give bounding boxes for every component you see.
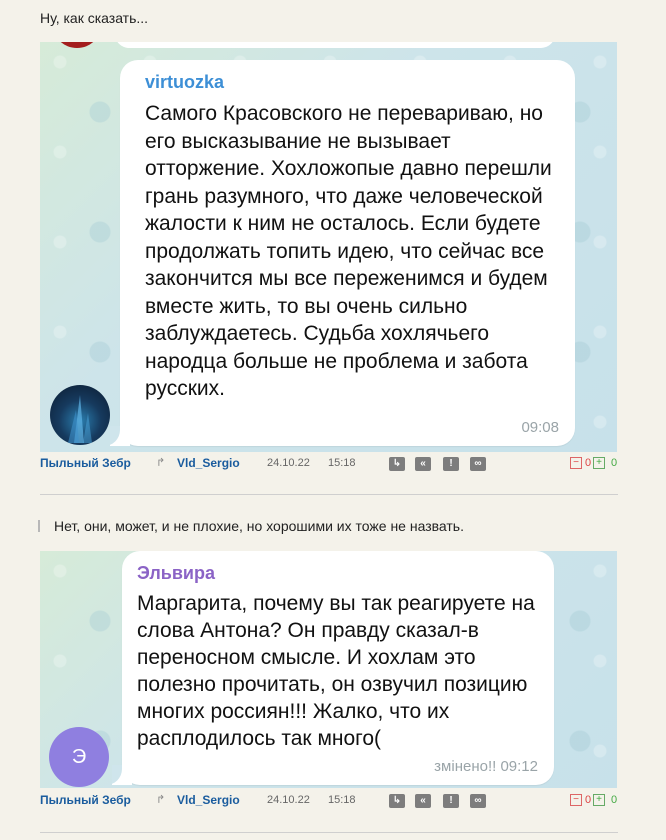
vote-up-count: 0	[611, 457, 618, 469]
vote-down-count: 0	[585, 457, 592, 469]
message-text: Самого Красовского не перевариваю, но его высказывание не вызывает отторжение. Хохложопые давно перешли грань разумного, что даже человеческой жалости к ним не осталось. Если будете продолжать топить идею, что сейчас все закончится мы все переженимся и будем вместе жить, то вы очень сильно заблуждаетесь. Судьба хохлячьего народца больше не проблема и забота русских.	[145, 102, 552, 400]
message-author: Эльвира	[137, 563, 215, 583]
post-meta	[40, 793, 620, 811]
quote-icon[interactable]: «	[415, 794, 431, 808]
report-icon[interactable]: !	[443, 794, 459, 808]
chat-screenshot	[40, 551, 617, 788]
bubble-tail	[110, 426, 130, 446]
reply-to-link[interactable]: Vld_Sergio	[177, 793, 240, 807]
vote-up-icon[interactable]: +	[593, 457, 605, 469]
previous-bubble-edge	[115, 42, 555, 48]
reply-icon[interactable]: ↳	[389, 794, 405, 808]
divider	[40, 832, 618, 833]
reply-icon[interactable]: ↳	[389, 457, 405, 471]
post-text: Нет, они, может, и не плохие, но хорошими их тоже не назвать.	[54, 518, 464, 534]
post-time: 15:18	[328, 794, 356, 806]
author-link[interactable]: Пыльный Зебр	[40, 793, 131, 807]
quote-bar	[38, 520, 40, 532]
message-time: 09:08	[521, 419, 559, 436]
reply-arrow-icon: ↱	[156, 794, 166, 806]
post-date: 24.10.22	[267, 457, 310, 469]
previous-avatar	[52, 42, 102, 48]
post-time: 15:18	[328, 457, 356, 469]
link-icon[interactable]: ∞	[470, 457, 486, 471]
message-bubble	[120, 60, 575, 446]
avatar	[50, 385, 110, 445]
vote-down-icon[interactable]: −	[570, 457, 582, 469]
divider	[40, 494, 618, 495]
bubble-tail	[112, 765, 132, 785]
post-meta	[40, 456, 620, 474]
quote-icon[interactable]: «	[415, 457, 431, 471]
chat-screenshot	[40, 42, 617, 452]
avatar: Э	[49, 727, 109, 787]
post-text-row	[38, 518, 464, 534]
vote-up-icon[interactable]: +	[593, 794, 605, 806]
reply-to-link[interactable]: Vld_Sergio	[177, 456, 240, 470]
vote-up-count: 0	[611, 794, 618, 806]
reply-arrow-icon: ↱	[156, 457, 166, 469]
post-text: Ну, как сказать...	[40, 10, 149, 26]
message-time: змінено!! 09:12	[434, 758, 538, 775]
message-bubble	[122, 551, 554, 785]
message-text: Маргарита, почему вы так реагируете на слова Антона? Он правду сказал-в переносном смысле. И хохлам это полезно прочитать, он озвучил позицию многих россиян!!! Жалко, что их расплодилось так много(	[137, 592, 535, 750]
avatar-image	[50, 385, 110, 445]
vote-down-icon[interactable]: −	[570, 794, 582, 806]
report-icon[interactable]: !	[443, 457, 459, 471]
vote-down-count: 0	[585, 794, 592, 806]
post-date: 24.10.22	[267, 794, 310, 806]
author-link[interactable]: Пыльный Зебр	[40, 456, 131, 470]
link-icon[interactable]: ∞	[470, 794, 486, 808]
message-author: virtuozka	[145, 72, 225, 92]
